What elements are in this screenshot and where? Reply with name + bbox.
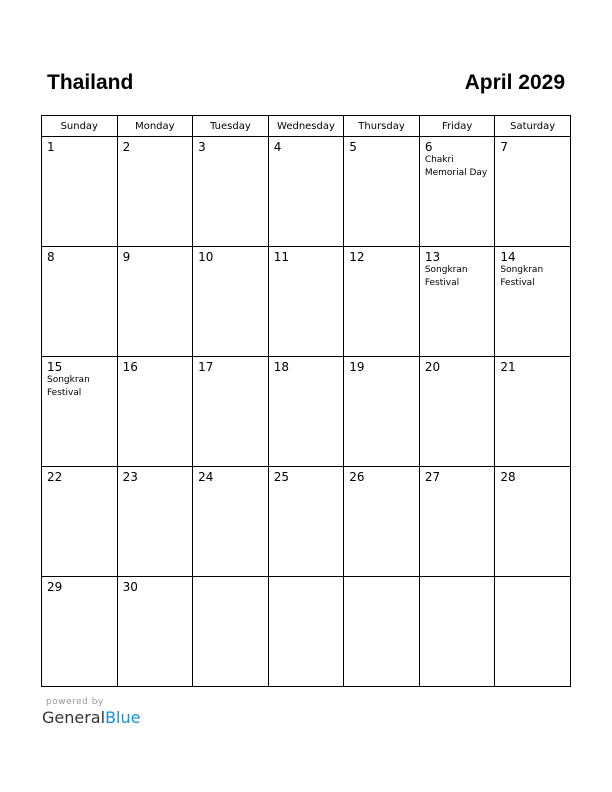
day-number: 19 (349, 360, 365, 374)
generalblue-logo (42, 708, 140, 727)
day-number: 9 (122, 250, 131, 264)
day-cell-content (118, 577, 193, 594)
day-cell-content (193, 577, 268, 580)
day-number: 11 (273, 250, 289, 264)
day-cell-content (42, 467, 117, 484)
day-cell-content (344, 577, 419, 580)
weekday-sunday: Sunday (42, 116, 118, 137)
day-cell-content (495, 467, 570, 484)
day-cell-content (344, 247, 419, 264)
day-cell (193, 357, 269, 467)
day-cell-content (269, 467, 344, 484)
week-row (42, 467, 571, 577)
day-number: 17 (198, 360, 214, 374)
holiday-label: Songkran Festival (47, 375, 90, 398)
day-number: 8 (47, 250, 55, 264)
day-cell-content (118, 357, 193, 374)
day-number: 15 (47, 360, 63, 374)
day-number: 3 (198, 140, 206, 154)
day-cell (117, 247, 193, 357)
day-cell (495, 467, 571, 577)
day-cell (193, 137, 269, 247)
day-cell (42, 247, 118, 357)
day-number: 28 (500, 470, 516, 484)
day-cell (344, 577, 420, 687)
day-cell-content (420, 357, 495, 374)
calendar-body (42, 137, 571, 687)
day-number: 29 (47, 580, 63, 594)
day-number: 4 (273, 140, 282, 154)
day-number: 5 (349, 140, 357, 154)
powered-by-text: powered by (46, 697, 104, 707)
week-row (42, 357, 571, 467)
day-cell-content (42, 577, 117, 594)
day-cell-content (193, 357, 268, 374)
day-cell (193, 467, 269, 577)
day-cell-content (118, 247, 193, 264)
day-cell (344, 467, 420, 577)
day-cell-content (42, 137, 117, 154)
weekday-thursday: Thursday (344, 116, 420, 137)
day-cell (495, 247, 571, 357)
day-cell-content (495, 357, 570, 374)
holiday-label: Songkran Festival (424, 265, 468, 288)
day-number: 6 (424, 140, 433, 154)
day-number: 16 (122, 360, 138, 374)
day-number: 10 (198, 250, 214, 264)
day-cell (268, 577, 344, 687)
day-cell (419, 577, 495, 687)
day-cell (42, 137, 118, 247)
day-number: 21 (500, 360, 516, 374)
day-number: 1 (47, 140, 55, 154)
day-number: 24 (198, 470, 214, 484)
week-row (42, 577, 571, 687)
day-cell (193, 247, 269, 357)
day-cell-content (193, 137, 268, 154)
day-number: 26 (349, 470, 365, 484)
day-cell (495, 137, 571, 247)
holiday-label: Chakri Memorial Day (424, 155, 488, 178)
day-cell (117, 467, 193, 577)
day-cell (193, 577, 269, 687)
day-cell (268, 357, 344, 467)
day-cell (42, 357, 118, 467)
day-cell-content (344, 357, 419, 374)
day-cell-content (495, 137, 570, 154)
day-cell (495, 577, 571, 687)
day-cell-content (269, 357, 344, 374)
weekday-friday: Friday (419, 116, 495, 137)
day-cell (117, 357, 193, 467)
day-cell (419, 467, 495, 577)
day-number: 23 (122, 470, 138, 484)
weekday-saturday: Saturday (495, 116, 571, 137)
day-cell-content (420, 467, 495, 484)
day-number: 25 (273, 470, 289, 484)
day-cell-content (495, 577, 570, 580)
day-number: 18 (273, 360, 289, 374)
month-year-title: April 2029 (464, 71, 565, 94)
day-cell (117, 577, 193, 687)
day-cell (344, 247, 420, 357)
day-number: 22 (47, 470, 63, 484)
day-cell-content (193, 247, 268, 264)
day-number: 20 (424, 360, 441, 374)
day-number: 30 (122, 580, 138, 594)
week-row (42, 247, 571, 357)
weekday-header-row (42, 116, 571, 137)
day-cell-content (118, 137, 193, 154)
weekday-tuesday: Tuesday (193, 116, 269, 137)
calendar-grid (41, 115, 571, 687)
day-number: 7 (500, 140, 509, 154)
day-cell-content (420, 247, 495, 290)
day-number: 27 (424, 470, 441, 484)
day-cell (42, 467, 118, 577)
day-cell-content (344, 467, 419, 484)
weekday-monday: Monday (117, 116, 193, 137)
day-number: 12 (349, 250, 365, 264)
day-number: 14 (500, 250, 516, 264)
day-cell-content (269, 577, 344, 580)
day-cell-content (420, 137, 495, 180)
day-cell-content (344, 137, 419, 154)
day-cell-content (269, 247, 344, 264)
day-cell (419, 137, 495, 247)
day-cell-content (42, 247, 117, 264)
day-cell (344, 357, 420, 467)
day-cell (268, 247, 344, 357)
country-title: Thailand (47, 71, 134, 94)
day-cell-content (193, 467, 268, 484)
day-cell (419, 357, 495, 467)
week-row (42, 137, 571, 247)
day-number: 2 (122, 140, 131, 154)
day-cell-content (42, 357, 117, 400)
day-cell (344, 137, 420, 247)
day-cell-content (495, 247, 570, 290)
weekday-wednesday: Wednesday (268, 116, 344, 137)
brand-part2: Blue (105, 708, 141, 727)
day-cell-content (118, 467, 193, 484)
brand-part1: General (42, 708, 106, 727)
day-cell (419, 247, 495, 357)
day-cell (42, 577, 118, 687)
day-cell (495, 357, 571, 467)
day-cell (268, 137, 344, 247)
day-cell (268, 467, 344, 577)
day-number: 13 (424, 250, 441, 264)
day-cell-content (420, 577, 495, 580)
day-cell (117, 137, 193, 247)
day-cell-content (269, 137, 344, 154)
holiday-label: Songkran Festival (500, 265, 544, 288)
